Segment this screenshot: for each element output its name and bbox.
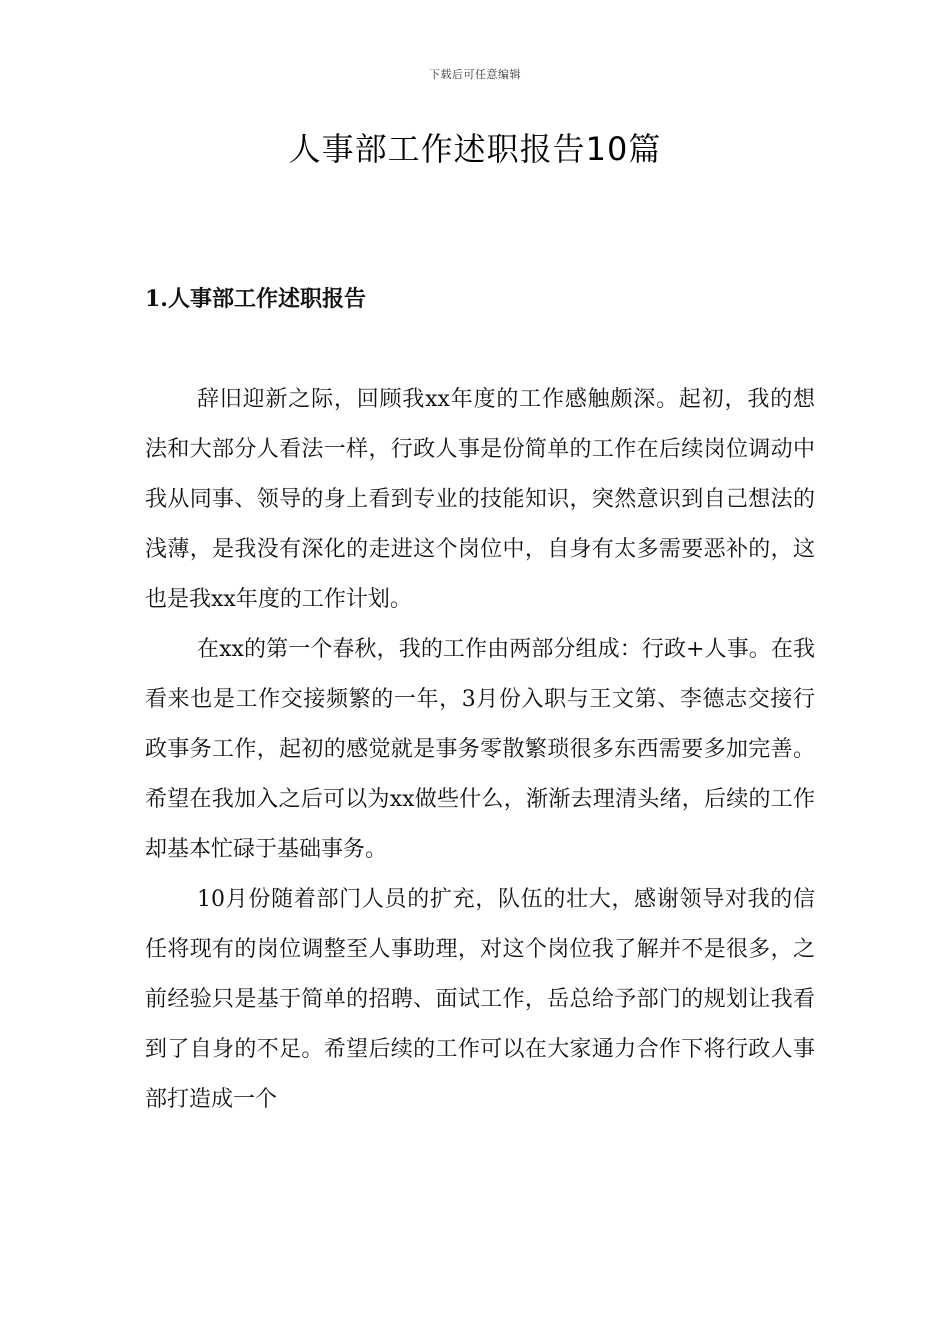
section-heading: 1.人事部工作述职报告 (145, 286, 366, 312)
paragraph-2: 在xx的第一个春秋，我的工作由两部分组成：行政+人事。在我看来也是工作交接频繁的一年，3月份入职与王文第、李德志交接行政事务工作，起初的感觉就是事务零散繁琐很多东西需要多加完善。希望在我加入之后可以为xx做些什么，渐渐去理清头绪，后续的工作却基本忙碌于基础事务。 (145, 637, 815, 862)
paragraph-1: 辞旧迎新之际，回顾我xx年度的工作感触颇深。起初，我的想法和大部分人看法一样，行政人事是份简单的工作在后续岗位调动中我从同事、领导的身上看到专业的技能知识，突然意识到自己想法的浅薄，是我没有深化的走进这个岗位中，自身有太多需要恶补的，这也是我xx年度的工作计划。 (145, 387, 815, 612)
header-note: 下载后可任意编辑 (429, 68, 521, 81)
paragraph-3: 10月份随着部门人员的扩充，队伍的壮大，感谢领导对我的信任将现有的岗位调整至人事助理，对这个岗位我了解并不是很多，之前经验只是基于简单的招聘、面试工作，岳总给予部门的规划让我看到了自身的不足。希望后续的工作可以在大家通力合作下将行政人事部打造成一个 (145, 887, 815, 1112)
document-title: 人事部工作述职报告10篇 (288, 130, 662, 168)
body-text (145, 375, 815, 1125)
